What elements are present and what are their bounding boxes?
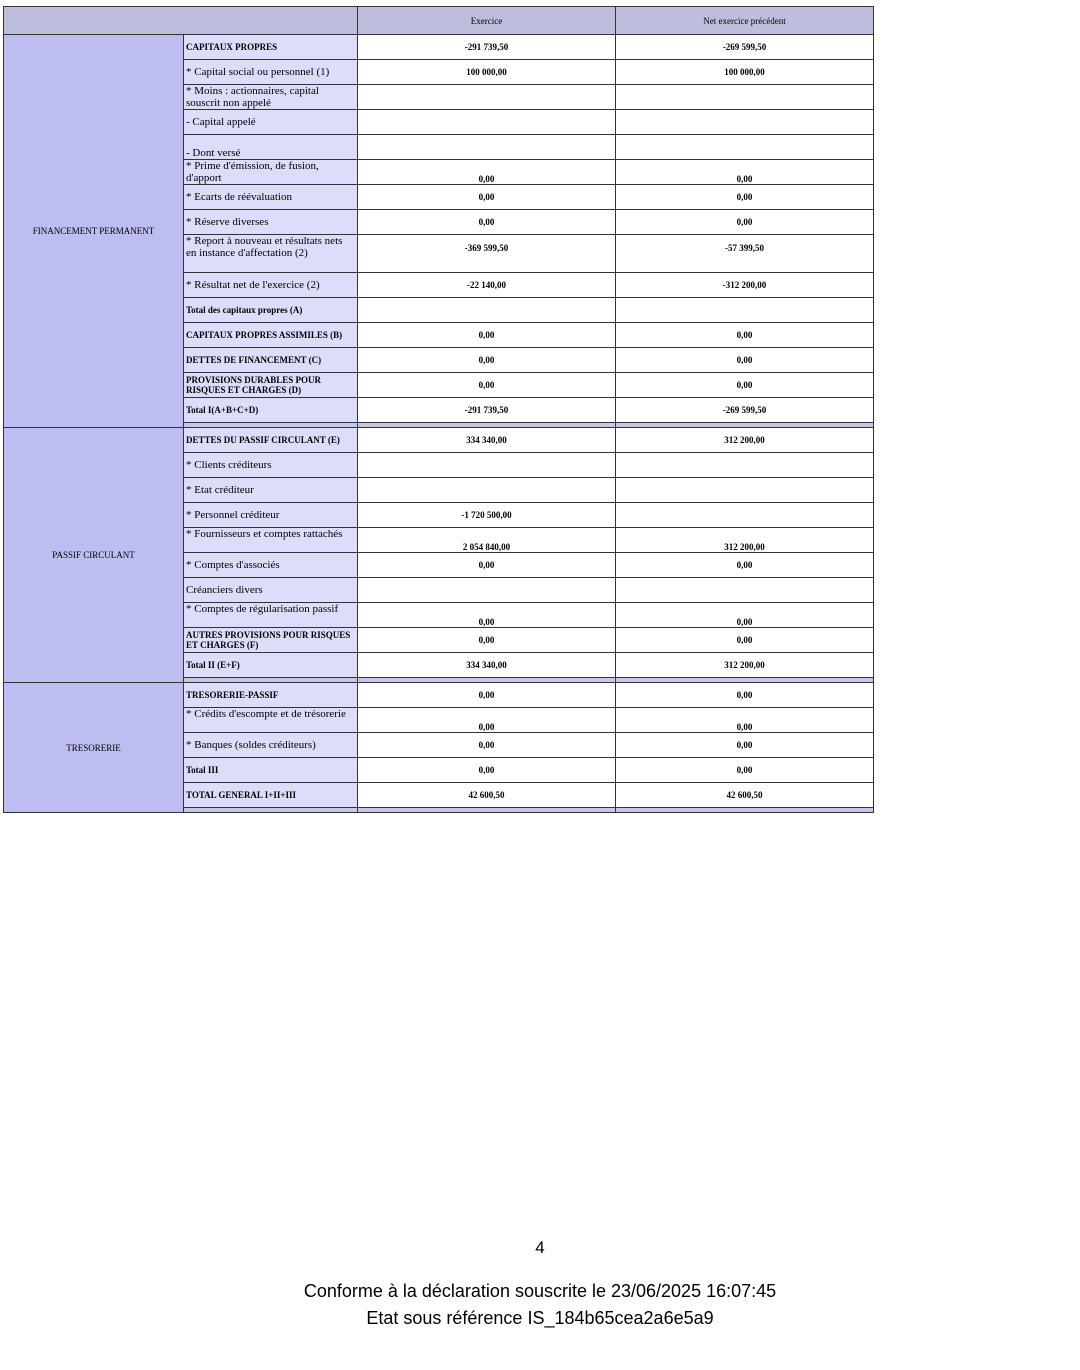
- row-label: - Capital appelé: [184, 110, 358, 135]
- row-exercice: [358, 453, 616, 478]
- table-row: [4, 428, 874, 453]
- row-label: DETTES DU PASSIF CIRCULANT (E): [184, 428, 358, 453]
- row-exercice: 100 000,00: [358, 60, 616, 85]
- row-exercice: 0,00: [358, 373, 616, 398]
- row-previous: 0,00: [616, 348, 874, 373]
- row-exercice: [358, 478, 616, 503]
- row-label: * Ecarts de réévaluation: [184, 185, 358, 210]
- row-exercice: 0,00: [358, 603, 616, 628]
- section-passif-circulant: PASSIF CIRCULANT: [4, 428, 184, 683]
- row-label: PROVISIONS DURABLES POUR RISQUES ET CHARGES (D): [184, 373, 358, 398]
- row-label: TRESORERIE-PASSIF: [184, 683, 358, 708]
- row-label: * Réserve diverses: [184, 210, 358, 235]
- row-label: - Dont versé: [184, 135, 358, 160]
- row-previous: [616, 503, 874, 528]
- row-previous: 0,00: [616, 373, 874, 398]
- row-label: * Crédits d'escompte et de trésorerie: [184, 708, 358, 733]
- row-exercice: 0,00: [358, 323, 616, 348]
- row-exercice: [358, 135, 616, 160]
- row-label: CAPITAUX PROPRES: [184, 35, 358, 60]
- row-exercice: 0,00: [358, 628, 616, 653]
- row-label: * Etat créditeur: [184, 478, 358, 503]
- row-label: * Banques (soldes créditeurs): [184, 733, 358, 758]
- header-previous: Net exercice précédent: [616, 7, 874, 35]
- row-previous: 100 000,00: [616, 60, 874, 85]
- row-label: * Capital social ou personnel (1): [184, 60, 358, 85]
- row-label: * Résultat net de l'exercice (2): [184, 273, 358, 298]
- row-label: AUTRES PROVISIONS POUR RISQUES ET CHARGES (F): [184, 628, 358, 653]
- reference-text: Etat sous référence IS_184b65cea2a6e5a9: [366, 1308, 714, 1328]
- row-previous: [616, 578, 874, 603]
- section-tresorerie: TRESORERIE: [4, 683, 184, 813]
- section-financement-permanent: FINANCEMENT PERMANENT: [4, 35, 184, 428]
- header-blank-cell: [4, 7, 358, 35]
- row-previous: 0,00: [616, 758, 874, 783]
- row-previous: 0,00: [616, 553, 874, 578]
- row-exercice: 0,00: [358, 733, 616, 758]
- row-previous: 0,00: [616, 185, 874, 210]
- row-exercice: -1 720 500,00: [358, 503, 616, 528]
- row-label: Total des capitaux propres (A): [184, 298, 358, 323]
- row-previous: 0,00: [616, 683, 874, 708]
- row-previous: [616, 453, 874, 478]
- row-label: * Clients créditeurs: [184, 453, 358, 478]
- footer: [0, 1278, 1080, 1332]
- row-previous: 312 200,00: [616, 653, 874, 678]
- row-exercice: 2 054 840,00: [358, 528, 616, 553]
- row-exercice: [358, 578, 616, 603]
- row-exercice: [358, 110, 616, 135]
- row-exercice: 0,00: [358, 708, 616, 733]
- row-label: Créanciers divers: [184, 578, 358, 603]
- row-exercice: 0,00: [358, 348, 616, 373]
- row-previous: 0,00: [616, 603, 874, 628]
- row-label: Total I(A+B+C+D): [184, 398, 358, 423]
- row-exercice: 0,00: [358, 210, 616, 235]
- row-exercice: [358, 298, 616, 323]
- row-label: CAPITAUX PROPRES ASSIMILES (B): [184, 323, 358, 348]
- row-exercice: -369 599,50: [358, 235, 616, 273]
- row-exercice: -22 140,00: [358, 273, 616, 298]
- row-previous: -312 200,00: [616, 273, 874, 298]
- separator-cell: [184, 808, 358, 813]
- row-exercice: -291 739,50: [358, 35, 616, 60]
- row-label: DETTES DE FINANCEMENT (C): [184, 348, 358, 373]
- row-label: TOTAL GENERAL I+II+III: [184, 783, 358, 808]
- table-row: [4, 683, 874, 708]
- row-previous: -269 599,50: [616, 398, 874, 423]
- separator-cell: [616, 808, 874, 813]
- row-previous: [616, 478, 874, 503]
- row-label: Total II (E+F): [184, 653, 358, 678]
- row-previous: 0,00: [616, 708, 874, 733]
- row-exercice: 0,00: [358, 758, 616, 783]
- row-exercice: 334 340,00: [358, 428, 616, 453]
- conformity-text: Conforme à la déclaration souscrite le 23/06/2025 16:07:45: [303, 1281, 777, 1301]
- row-exercice: 334 340,00: [358, 653, 616, 678]
- row-exercice: 0,00: [358, 160, 616, 185]
- row-previous: 0,00: [616, 628, 874, 653]
- row-previous: [616, 85, 874, 110]
- row-label: * Report à nouveau et résultats nets en instance d'affectation (2): [184, 235, 358, 273]
- row-previous: 0,00: [616, 323, 874, 348]
- row-label: * Comptes de régularisation passif: [184, 603, 358, 628]
- row-exercice: [358, 85, 616, 110]
- row-previous: -57 399,50: [616, 235, 874, 273]
- row-label: * Comptes d'associés: [184, 553, 358, 578]
- row-exercice: 0,00: [358, 553, 616, 578]
- row-label: * Moins : actionnaires, capital souscrit non appelé: [184, 85, 358, 110]
- row-previous: -269 599,50: [616, 35, 874, 60]
- row-exercice: 0,00: [358, 185, 616, 210]
- header-row: [4, 7, 874, 35]
- row-previous: 312 200,00: [616, 528, 874, 553]
- row-previous: [616, 135, 874, 160]
- row-exercice: 0,00: [358, 683, 616, 708]
- row-previous: 42 600,50: [616, 783, 874, 808]
- table-row: [4, 35, 874, 60]
- row-label: * Personnel créditeur: [184, 503, 358, 528]
- row-previous: [616, 298, 874, 323]
- balance-sheet-table: [3, 6, 874, 813]
- row-previous: [616, 110, 874, 135]
- header-exercice: Exercice: [358, 7, 616, 35]
- row-previous: 0,00: [616, 733, 874, 758]
- row-label: Total III: [184, 758, 358, 783]
- row-label: * Prime d'émission, de fusion, d'apport: [184, 160, 358, 185]
- row-previous: 0,00: [616, 160, 874, 185]
- row-exercice: 42 600,50: [358, 783, 616, 808]
- row-exercice: -291 739,50: [358, 398, 616, 423]
- row-previous: 312 200,00: [616, 428, 874, 453]
- page-number: 4: [535, 1238, 545, 1257]
- row-previous: 0,00: [616, 210, 874, 235]
- row-label: * Fournisseurs et comptes rattachés: [184, 528, 358, 553]
- separator-cell: [358, 808, 616, 813]
